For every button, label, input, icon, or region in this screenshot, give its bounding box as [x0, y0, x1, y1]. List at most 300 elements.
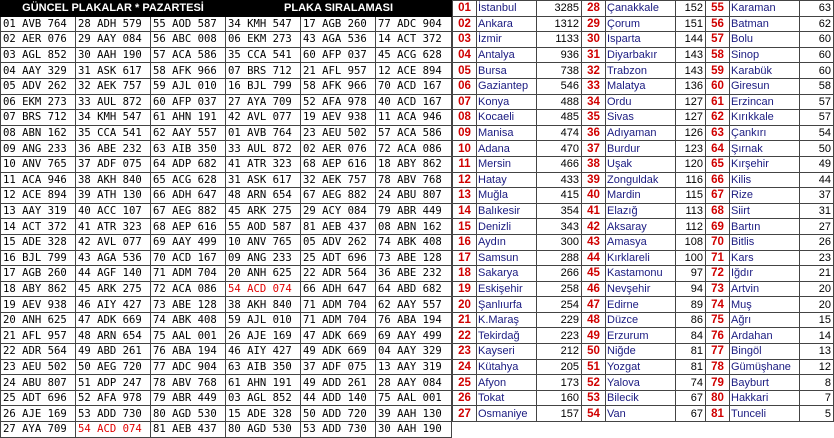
ranking-row — [453, 16, 834, 32]
plate-row — [1, 125, 452, 141]
plate-code: 03 — [453, 32, 477, 48]
plate-code: 62 — [706, 110, 730, 126]
plate-code: 44 — [582, 250, 606, 266]
plate-cell: 11 ACA 946 — [376, 110, 452, 126]
city-name: Kırşehir — [730, 156, 800, 172]
plate-count: 144 — [676, 32, 706, 48]
plate-count: 3285 — [537, 1, 582, 17]
plate-cell: 54 ACD 074 — [226, 281, 301, 297]
plate-code: 81 — [706, 406, 730, 422]
plate-row — [1, 78, 452, 94]
plate-code: 06 — [453, 78, 477, 94]
plate-count: 116 — [676, 172, 706, 188]
city-name: Bayburt — [730, 375, 800, 391]
city-name: Gaziantep — [477, 78, 537, 94]
plate-count: 415 — [537, 188, 582, 204]
city-name: Hatay — [477, 172, 537, 188]
city-name: Amasya — [606, 234, 676, 250]
plate-cell: 43 AGA 536 — [301, 32, 376, 48]
plate-count: 354 — [537, 203, 582, 219]
plate-cell: 08 ABN 162 — [1, 125, 76, 141]
city-name: Karabük — [730, 63, 800, 79]
plate-count: 20 — [800, 297, 834, 313]
plate-cell: 15 ADE 328 — [1, 234, 76, 250]
plate-count: 50 — [800, 141, 834, 157]
ranking-row — [453, 94, 834, 110]
city-name: Kırıkkale — [730, 110, 800, 126]
plate-cell: 47 ADK 669 — [301, 328, 376, 344]
plate-code: 49 — [582, 328, 606, 344]
plate-cell: 58 AFK 966 — [151, 63, 226, 79]
plate-count: 112 — [676, 219, 706, 235]
plate-count: 152 — [676, 1, 706, 17]
plate-cell: 52 AFA 978 — [76, 390, 151, 406]
plate-code: 64 — [706, 141, 730, 157]
city-name: Kütahya — [477, 359, 537, 375]
plate-cell: 57 ACA 586 — [151, 47, 226, 63]
plate-cell: 64 ABD 682 — [376, 281, 452, 297]
plate-code: 02 — [453, 16, 477, 32]
plate-count: 23 — [800, 250, 834, 266]
plate-code: 10 — [453, 141, 477, 157]
city-name: Kocaeli — [477, 110, 537, 126]
plate-row — [1, 16, 452, 32]
city-name: Bartın — [730, 219, 800, 235]
plate-cell: 79 ABR 449 — [151, 390, 226, 406]
city-name: Sinop — [730, 47, 800, 63]
plate-code: 14 — [453, 203, 477, 219]
plate-count: 94 — [676, 281, 706, 297]
plate-cell: 20 ANH 625 — [226, 266, 301, 282]
plate-row — [1, 406, 452, 422]
plate-cell: 61 AHN 191 — [226, 375, 301, 391]
plate-code: 15 — [453, 219, 477, 235]
plate-cell: 13 AAY 319 — [1, 203, 76, 219]
plate-count: 229 — [537, 312, 582, 328]
plate-cell: 06 EKM 273 — [226, 32, 301, 48]
plate-cell: 46 AIY 427 — [226, 344, 301, 360]
plate-cell: 80 AGD 530 — [226, 422, 301, 438]
city-name: Tekirdağ — [477, 328, 537, 344]
plate-count: 258 — [537, 281, 582, 297]
plate-count: 136 — [676, 78, 706, 94]
city-name: Ankara — [477, 16, 537, 32]
plate-cell: 78 ABV 768 — [376, 172, 452, 188]
city-name: Hakkari — [730, 390, 800, 406]
plate-code: 80 — [706, 390, 730, 406]
plate-cell: 63 AIB 350 — [226, 359, 301, 375]
plate-count: 62 — [800, 16, 834, 32]
plate-cell: 37 ADF 075 — [76, 156, 151, 172]
ranking-row — [453, 406, 834, 422]
plate-code: 18 — [453, 266, 477, 282]
current-plates-body — [1, 1, 452, 438]
plate-cell: 09 ANG 233 — [226, 250, 301, 266]
plate-count: 37 — [800, 188, 834, 204]
city-name: Antalya — [477, 47, 537, 63]
plate-cell: 53 ADD 730 — [76, 406, 151, 422]
plate-row — [1, 141, 452, 157]
plate-cell: 35 CCA 541 — [76, 125, 151, 141]
plate-code: 31 — [582, 47, 606, 63]
plate-code: 65 — [706, 156, 730, 172]
plate-count: 49 — [800, 156, 834, 172]
ranking-row — [453, 125, 834, 141]
plate-count: 58 — [800, 78, 834, 94]
city-name: Edirne — [606, 297, 676, 313]
plate-code: 36 — [582, 125, 606, 141]
plate-cell: 08 ABN 162 — [376, 219, 452, 235]
plate-cell: 58 AFK 966 — [301, 78, 376, 94]
city-name: Konya — [477, 94, 537, 110]
plate-row — [1, 359, 452, 375]
plate-code: 17 — [453, 250, 477, 266]
plate-code: 08 — [453, 110, 477, 126]
plate-cell: 27 AYA 709 — [1, 422, 76, 438]
plate-cell: 67 AEG 882 — [301, 188, 376, 204]
plate-cell: 19 AEV 938 — [1, 297, 76, 313]
plate-row — [1, 250, 452, 266]
city-name: Bolu — [730, 32, 800, 48]
plate-count: 120 — [676, 156, 706, 172]
ranking-row — [453, 172, 834, 188]
plate-code: 68 — [706, 203, 730, 219]
plate-cell: 03 AGL 852 — [226, 390, 301, 406]
plate-count: 157 — [537, 406, 582, 422]
plate-cell: 28 ADH 579 — [76, 16, 151, 32]
plate-row — [1, 344, 452, 360]
plate-cell: 45 ARK 275 — [226, 203, 301, 219]
plate-count: 63 — [800, 1, 834, 17]
plate-code: 61 — [706, 94, 730, 110]
plate-cell: 81 AEB 437 — [151, 422, 226, 438]
plate-cell: 34 KMH 547 — [226, 16, 301, 32]
plate-count: 173 — [537, 375, 582, 391]
plate-cell: 16 BJL 799 — [226, 78, 301, 94]
city-name: Yalova — [606, 375, 676, 391]
plate-code: 30 — [582, 32, 606, 48]
plate-count: 266 — [537, 266, 582, 282]
plate-cell: 44 ADD 140 — [301, 390, 376, 406]
ranking-row — [453, 32, 834, 48]
plate-count: 127 — [676, 94, 706, 110]
plate-code: 70 — [706, 234, 730, 250]
plate-cell: 59 AJL 010 — [226, 312, 301, 328]
plate-ranking-body — [453, 1, 834, 422]
city-name: Gümüşhane — [730, 359, 800, 375]
plate-code: 22 — [453, 328, 477, 344]
plate-cell: 22 ADR 564 — [1, 344, 76, 360]
city-name: Afyon — [477, 375, 537, 391]
plate-count: 15 — [800, 312, 834, 328]
plate-code: 59 — [706, 63, 730, 79]
plate-count: 466 — [537, 156, 582, 172]
plate-count: 488 — [537, 94, 582, 110]
plate-code: 53 — [582, 390, 606, 406]
plate-count: 20 — [800, 281, 834, 297]
plate-cell: 30 AAH 190 — [76, 47, 151, 63]
plate-cell: 60 AFP 037 — [301, 47, 376, 63]
plate-cell: 49 ABD 261 — [76, 344, 151, 360]
plate-cell: 39 ATH 130 — [76, 188, 151, 204]
plate-cell: 60 AFP 037 — [151, 94, 226, 110]
plate-code: 16 — [453, 234, 477, 250]
plate-count: 343 — [537, 219, 582, 235]
plate-row — [1, 266, 452, 282]
plate-count: 470 — [537, 141, 582, 157]
plate-cell: 02 AER 076 — [1, 32, 76, 48]
plate-code: 74 — [706, 297, 730, 313]
plate-row — [1, 110, 452, 126]
plate-cell: 21 AFL 957 — [301, 63, 376, 79]
plate-cell: 44 AGF 140 — [76, 266, 151, 282]
plate-cell: 07 BRS 712 — [1, 110, 76, 126]
plate-code: 42 — [582, 219, 606, 235]
plate-cell: 01 AVB 764 — [1, 16, 76, 32]
plate-cell: 41 ATR 323 — [76, 219, 151, 235]
plate-code: 77 — [706, 344, 730, 360]
plate-cell: 19 AEV 938 — [301, 110, 376, 126]
plate-count: 67 — [676, 390, 706, 406]
city-name: Kastamonu — [606, 266, 676, 282]
plate-count: 44 — [800, 172, 834, 188]
plate-cell: 47 ADK 669 — [76, 312, 151, 328]
city-name: Bingöl — [730, 344, 800, 360]
plate-row — [1, 328, 452, 344]
plate-cell: 48 ARN 654 — [226, 188, 301, 204]
city-name: Giresun — [730, 78, 800, 94]
city-name: Iğdır — [730, 266, 800, 282]
plate-cell: 03 AGL 852 — [1, 47, 76, 63]
plate-cell: 41 ATR 323 — [226, 156, 301, 172]
city-name: Karaman — [730, 1, 800, 17]
plate-cell: 62 AAY 557 — [376, 297, 452, 313]
city-name: Aydın — [477, 234, 537, 250]
plate-row — [1, 234, 452, 250]
plate-cell: 16 BJL 799 — [1, 250, 76, 266]
plate-cell: 18 ABY 862 — [1, 281, 76, 297]
plate-code: 35 — [582, 110, 606, 126]
plate-cell: 14 ACT 372 — [1, 219, 76, 235]
city-name: K.Maraş — [477, 312, 537, 328]
ranking-row — [453, 328, 834, 344]
plate-cell: 71 ADM 704 — [301, 297, 376, 313]
plate-cell: 32 AEK 757 — [76, 78, 151, 94]
plate-code: 05 — [453, 63, 477, 79]
plate-code: 29 — [582, 16, 606, 32]
plate-cell: 15 ADE 328 — [226, 406, 301, 422]
plate-code: 37 — [582, 141, 606, 157]
city-name: Ordu — [606, 94, 676, 110]
plate-count: 31 — [800, 203, 834, 219]
plate-code: 24 — [453, 359, 477, 375]
plate-cell: 53 ADD 730 — [301, 422, 376, 438]
plate-cell: 12 ACE 894 — [376, 63, 452, 79]
city-name: Şanlıurfa — [477, 297, 537, 313]
plate-cell: 66 ADH 647 — [301, 281, 376, 297]
plate-code: 58 — [706, 47, 730, 63]
plate-count: 1312 — [537, 16, 582, 32]
plate-cell: 22 ADR 564 — [301, 266, 376, 282]
plate-cell: 51 ADP 247 — [76, 375, 151, 391]
ranking-row — [453, 156, 834, 172]
plate-row — [1, 172, 452, 188]
plate-count: 223 — [537, 328, 582, 344]
plate-code: 51 — [582, 359, 606, 375]
city-name: Aksaray — [606, 219, 676, 235]
plate-count: 738 — [537, 63, 582, 79]
plate-count: 127 — [676, 110, 706, 126]
ranking-row — [453, 390, 834, 406]
city-name: Denizli — [477, 219, 537, 235]
plate-cell: 33 AUL 872 — [76, 94, 151, 110]
city-name: Elazığ — [606, 203, 676, 219]
plate-cell: 04 AAY 329 — [376, 344, 452, 360]
plate-count: 21 — [800, 266, 834, 282]
plate-cell: 45 ACG 628 — [376, 47, 452, 63]
plate-cell: 23 AEU 502 — [301, 125, 376, 141]
plate-count: 485 — [537, 110, 582, 126]
plate-row — [1, 47, 452, 63]
city-name: İzmir — [477, 32, 537, 48]
plate-cell: 50 ADD 720 — [301, 406, 376, 422]
city-name: Sakarya — [477, 266, 537, 282]
plate-count: 108 — [676, 234, 706, 250]
plate-code: 33 — [582, 78, 606, 94]
plate-cell: 76 ABA 194 — [376, 312, 452, 328]
plate-count: 288 — [537, 250, 582, 266]
plate-cell: 20 ANH 625 — [1, 312, 76, 328]
plate-cell: 24 ABU 807 — [1, 375, 76, 391]
plate-count: 57 — [800, 110, 834, 126]
plate-code: 47 — [582, 297, 606, 313]
plate-cell: 57 ACA 586 — [376, 125, 452, 141]
city-name: Bursa — [477, 63, 537, 79]
plate-cell: 32 AEK 757 — [301, 172, 376, 188]
plate-cell: 35 CCA 541 — [226, 47, 301, 63]
plate-code: 26 — [453, 390, 477, 406]
ranking-row — [453, 344, 834, 360]
plate-count: 86 — [676, 312, 706, 328]
plate-cell: 18 ABY 862 — [376, 156, 452, 172]
ranking-row — [453, 141, 834, 157]
city-name: Diyarbakır — [606, 47, 676, 63]
plate-row — [1, 219, 452, 235]
plate-cell: 04 AAY 329 — [1, 63, 76, 79]
plate-code: 20 — [453, 297, 477, 313]
plate-code: 38 — [582, 156, 606, 172]
plate-count: 474 — [537, 125, 582, 141]
plate-code: 41 — [582, 203, 606, 219]
plate-cell: 09 ANG 233 — [1, 141, 76, 157]
plate-row — [1, 281, 452, 297]
city-name: Rize — [730, 188, 800, 204]
plate-code: 13 — [453, 188, 477, 204]
plate-count: 97 — [676, 266, 706, 282]
plate-cell: 75 AAL 001 — [376, 390, 452, 406]
plate-cell: 33 AUL 872 — [226, 141, 301, 157]
plate-cell: 72 ACA 086 — [151, 281, 226, 297]
ranking-row — [453, 203, 834, 219]
plate-code: 11 — [453, 156, 477, 172]
plate-cell: 50 AEG 720 — [76, 359, 151, 375]
city-name: Muğla — [477, 188, 537, 204]
plate-code: 69 — [706, 219, 730, 235]
plate-cell: 77 ADC 904 — [151, 359, 226, 375]
plate-cell: 30 AAH 190 — [376, 422, 452, 438]
plate-code: 67 — [706, 188, 730, 204]
plate-code: 52 — [582, 375, 606, 391]
plate-count: 57 — [800, 94, 834, 110]
plate-cell: 21 AFL 957 — [1, 328, 76, 344]
plate-cell: 80 AGD 530 — [151, 406, 226, 422]
plate-cell: 26 AJE 169 — [226, 328, 301, 344]
ranking-row — [453, 359, 834, 375]
city-name: Nevşehir — [606, 281, 676, 297]
plate-cell: 77 ADC 904 — [376, 16, 452, 32]
plate-cell: 10 ANV 765 — [226, 234, 301, 250]
city-name: Adıyaman — [606, 125, 676, 141]
city-name: Manisa — [477, 125, 537, 141]
plate-cell: 25 ADT 696 — [1, 390, 76, 406]
plate-count: 1133 — [537, 32, 582, 48]
plates-header-row — [1, 1, 452, 17]
plate-cell: 56 ABC 008 — [151, 32, 226, 48]
plate-count: 205 — [537, 359, 582, 375]
plate-code: 21 — [453, 312, 477, 328]
plate-cell: 63 AIB 350 — [151, 141, 226, 157]
ranking-row — [453, 63, 834, 79]
city-name: Burdur — [606, 141, 676, 157]
city-name: Kırklareli — [606, 250, 676, 266]
plate-cell: 31 ASK 617 — [76, 63, 151, 79]
plate-cell: 46 AIY 427 — [76, 297, 151, 313]
city-name: Bilecik — [606, 390, 676, 406]
plate-cell: 37 ADF 075 — [301, 359, 376, 375]
plate-code: 57 — [706, 32, 730, 48]
plate-row — [1, 156, 452, 172]
plate-cell: 45 ARK 275 — [76, 281, 151, 297]
plate-code: 76 — [706, 328, 730, 344]
ranking-row — [453, 375, 834, 391]
city-name: Mersin — [477, 156, 537, 172]
plate-cell: 17 AGB 260 — [301, 16, 376, 32]
plate-cell: 42 AVL 077 — [226, 110, 301, 126]
plate-count: 143 — [676, 63, 706, 79]
plate-cell: 05 ADV 262 — [301, 234, 376, 250]
plate-row — [1, 390, 452, 406]
plate-code: 50 — [582, 344, 606, 360]
plate-code: 45 — [582, 266, 606, 282]
plate-count: 254 — [537, 297, 582, 313]
plate-cell: 78 ABV 768 — [151, 375, 226, 391]
plate-code: 07 — [453, 94, 477, 110]
plate-cell: 23 AEU 502 — [1, 359, 76, 375]
plate-count: 60 — [800, 47, 834, 63]
plate-cell: 10 ANV 765 — [1, 156, 76, 172]
plate-cell: 70 ACD 167 — [376, 78, 452, 94]
ranking-row — [453, 188, 834, 204]
plate-cell: 69 AAY 499 — [151, 234, 226, 250]
plate-count: 8 — [800, 375, 834, 391]
plate-cell: 36 ABE 232 — [376, 266, 452, 282]
city-name: Ardahan — [730, 328, 800, 344]
plate-count: 113 — [676, 203, 706, 219]
plate-cell: 29 ACY 084 — [301, 203, 376, 219]
plate-cell: 64 ADP 682 — [151, 156, 226, 172]
plate-row — [1, 375, 452, 391]
plate-cell: 74 ABK 408 — [376, 234, 452, 250]
